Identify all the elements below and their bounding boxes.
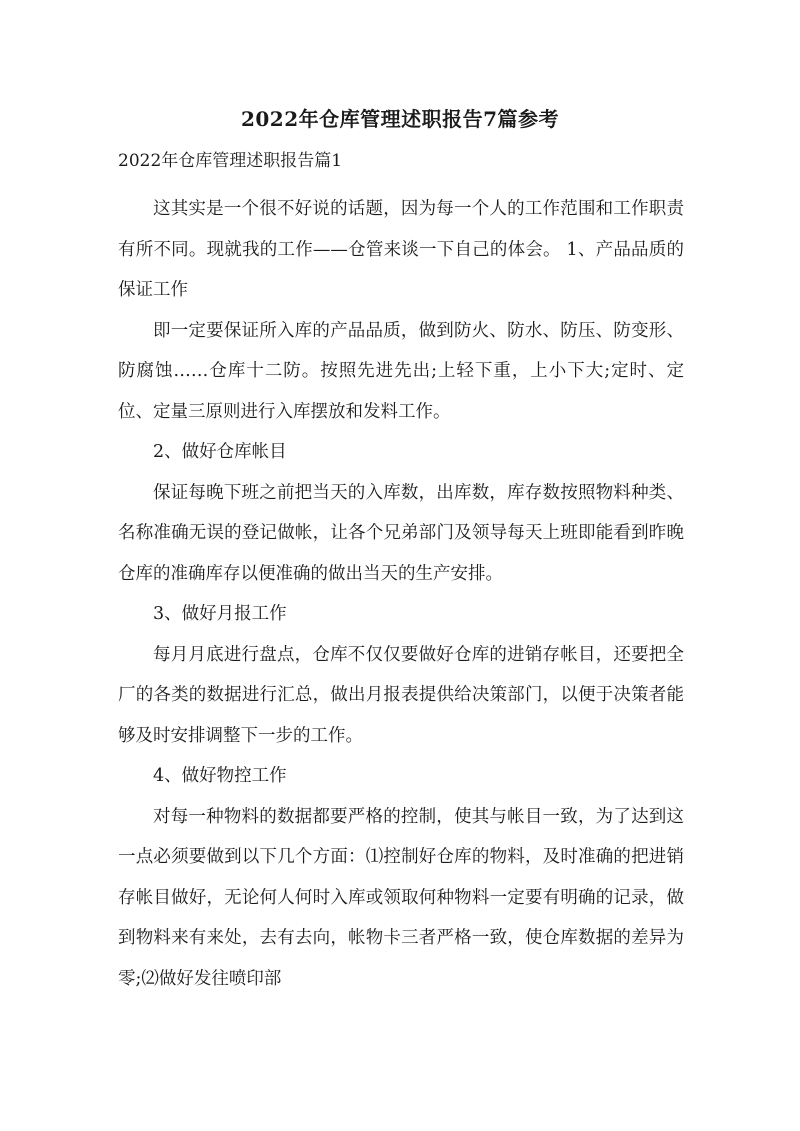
section-heading: 2022年仓库管理述职报告篇1: [118, 151, 343, 171]
paragraph-intro: 这其实是一个很不好说的话题，因为每一个人的工作范围和工作职责有所不同。现就我的工作——仓管来谈一下自己的体会。 1、产品品质的保证工作: [118, 199, 684, 300]
paragraph-quality: 即一定要保证所入库的产品品质，做到防火、防水、防压、防变形、防腐蚀……仓库十二防。按照先进先出;上轻下重，上小下大;定时、定位、定量三原则进行入库摆放和发料工作。: [118, 320, 684, 422]
heading-monthly-report: 3、做好月报工作: [153, 604, 287, 624]
paragraph-monthly-report: 每月月底进行盘点，仓库不仅仅要做好仓库的进销存帐目，还要把全厂的各类的数据进行汇总，做出月报表提供给决策部门，以便于决策者能够及时安排调整下一步的工作。: [118, 644, 684, 746]
paragraph-accounts: 保证每晚下班之前把当天的入库数，出库数，库存数按照物料种类、名称准确无误的登记做帐，让各个兄弟部门及领导每天上班即能看到昨晚仓库的准确库存以便准确的做出当天的生产安排。: [118, 482, 684, 584]
heading-material-control: 4、做好物控工作: [153, 766, 287, 786]
document-body: [118, 189, 684, 999]
document-title: 2022年仓库管理述职报告7篇参考: [240, 107, 560, 131]
heading-accounts: 2、做好仓库帐目: [153, 442, 287, 462]
paragraph-material-control: 对每一种物料的数据都要严格的控制，使其与帐目一致，为了达到这一点必须要做到以下几个方面：⑴控制好仓库的物料，及时准确的把进销存帐目做好，无论何人何时入库或领取何种物料一定要有明确的记录，做到物料来有来处，去有去向，帐物卡三者严格一致，使仓库数据的差异为零;⑵做好发往喷印部: [118, 806, 684, 989]
